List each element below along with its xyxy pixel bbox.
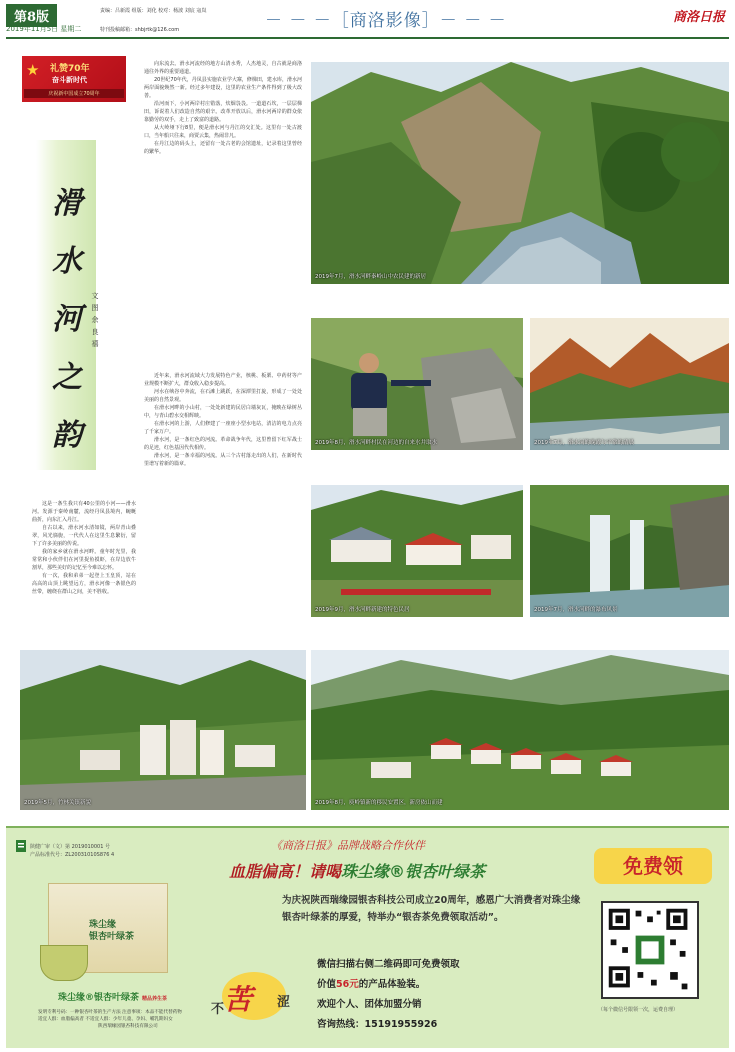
photo-new-village [311,485,523,617]
title-char: 之 [52,360,82,395]
photo-waterfall-image [530,485,729,617]
masthead-divider [6,37,729,39]
title-char: 河 [52,302,82,337]
paragraph: 向东流去。滑水河流经的地方山清水秀，人杰地灵，自古就是商洛通往外界的重要通道。 [144,61,302,75]
ad-licence [30,843,114,859]
ad-headline: 《商洛日报》品牌战略合作伙伴 [271,839,425,852]
advertisement [6,826,729,1048]
qr-code-image [603,903,697,997]
photo-resettlement-image [311,650,729,810]
paragraph: 我的家乡就在滑水河畔。童年时光里，我常常和小伙伴们在河里捉鱼摸虾，在岸边放牛割草，那些美好的记忆至今难以忘怀。 [32,549,136,571]
product-brand-tag: 精品养生茶 [142,996,168,1002]
photo-river-valley-image [311,62,729,284]
paragraph: 滑水河，是一条红色的河流。革命战争年代，这里曾留下红军战士的足迹，红色基因代代相传。 [144,437,302,451]
ad-pitch: 为庆祝陕西瑞缘园银杏科技公司成立20周年，感恩广大消费者对珠尘缘银杏叶绿茶的厚爱，特举办“银杏茶免费领取活动”。 [282,895,581,923]
issue-date: 2019年11月5日 星期二 [6,25,82,33]
qr-code[interactable] [601,901,699,999]
section-title: － － －［商洛影像］－ － － [265,11,507,31]
product-brand-name: 珠尘缘®银杏叶绿茶 [58,993,140,1003]
photo-caption: 2019年7月，滑水河畔的瀑布风景 [534,607,618,613]
newspaper-logo: 商洛日报 [672,10,725,25]
article-title [50,175,84,465]
article-body-upper [144,60,302,156]
title-char: 韵 [52,418,82,453]
offer-prefix: 价值 [317,979,337,990]
photo-mountain-dusk-image [530,318,729,450]
paragraph: 滑水河，是一条幸福的河流。从三个古村落走出的人们，在新时代里谱写着新的篇章。 [144,453,302,467]
photo-villager-water-image [311,318,523,450]
tea-cup-icon [40,945,88,981]
offer-suffix: 的产品体验装。 [358,979,426,990]
badge-line-1: 礼赞70年 [50,64,90,74]
photo-villager-water [311,318,523,450]
article-intro [32,500,136,596]
paragraph: 在丹江边的码头上，还留有一处古老的会馆遗址，记录着这里曾经的繁华。 [144,141,302,155]
masthead [0,0,735,38]
paragraph: 在滑水河畔的小山村，一处处新建的民居白墙灰瓦，掩映在绿树丛中，与青山碧水交相辉映。 [144,405,302,419]
slogan-prefix: 血脂偏高！请喝 [229,862,342,881]
contact-email: 特刊投稿邮箱：shbjrtk@126.com [100,27,180,33]
anniversary-badge [22,56,126,102]
offer-line: 微信扫描右侧二维码即可免费领取 [317,959,460,970]
paragraph: 有一次，我和弟弟一起登上玉皇顶，站在高高的山顶上眺望远方，滑水河像一条银色的丝带，缠绕在群山之间，美不胜收。 [32,573,136,595]
paragraph: 在滑水河的上游，人们修建了一座座小型水电站，清洁的电力点亮了千家万户。 [144,421,302,435]
photo-caption: 2019年8月，滑水河畔村民在河边的自来水井取水 [315,440,437,446]
licence-line: 产品标准代号：ZL20031010S876 4 [30,852,115,858]
byline: 文图 余良禧 [91,292,99,348]
paragraph: 河水在峡谷中奔流，在石滩上跳跃，在深潭里打旋，形成了一处处美丽的自然景观。 [144,389,302,403]
qr-note: （每个微信号限领一次，运费自理） [598,1007,679,1013]
product-brand [58,990,167,1003]
photo-town-left [20,650,306,810]
bitter-right-char: 涩 [277,995,291,1010]
photo-caption: 2019年8月，庾岭镇新的移民安置区，新房依山而建 [315,800,443,806]
photo-caption: 2019年5月，竹林关镇新貌 [24,800,91,806]
company-info [38,1009,182,1030]
paragraph: 20世纪70年代，丹凤县实施农业学大寨，修梯田，建水库，滑水河两岸面貌焕然一新。经过多年建设，这里的农业生产条件得到了极大改善。 [144,77,302,99]
article-body-lower [144,372,302,468]
bitter-char: 苦 [224,983,253,1016]
photo-new-village-image [311,485,523,617]
page-number: 第8版 [6,4,57,27]
photo-caption: 2019年9月，滑水河畔新建的特色民居 [315,607,410,613]
health-license-icon [16,840,26,852]
photo-waterfall [530,485,729,617]
photo-river-valley [311,62,729,284]
offer-hotline: 咨询热线：15191955926 [317,1019,438,1030]
ad-offer [317,955,460,1035]
bitter-left-char: 不 [211,1002,225,1017]
badge-line-3: 庆祝新中国成立70周年 [24,89,124,98]
paragraph: 近年来，滑水河流域大力发展特色产业，核桃、板栗、中药材等产业规模不断扩大，群众收入稳步提高。 [144,373,302,387]
photo-caption: 2019年7月，滑水河的晚霞与平常的清晨 [534,440,634,446]
paragraph: 自古以来，滑水河水清如镜，两岸青山叠翠，风光旖旎，一代代人在这里生息繁衍，留下了许多美丽的传说。 [32,525,136,547]
photo-town-left-image [20,650,306,810]
photo-mountain-dusk [530,318,729,450]
badge-line-2: 奋斗新时代 [52,76,87,84]
product-box-title: 珠尘缘 银杏叶绿茶 [89,920,135,942]
paragraph: 从大岭垭下行8里，便是滑水河与丹江的交汇处。这里有一处古渡口，当年船只往来，商贾云集，热闹非凡。 [144,125,302,139]
slogan-brand: 珠尘缘®银杏叶绿茶 [341,862,486,881]
paragraph: 沿河而下，小河两岸村庄错落，炊烟袅袅。一道道石坎，一层层梯田，诉说着人们改造自然的艰辛。改革开放以后，滑水河两岸的群众依靠勤劳的双手，走上了致富的道路。 [144,101,302,123]
offer-price: 56元 [336,979,359,990]
title-char: 水 [52,244,82,279]
title-char: 滑 [52,186,82,221]
ad-slogan [229,859,485,882]
company-line: 发明专利号码：一种银杏叶茶的生产方法 注意事项：本品不能代替药物 [38,1010,182,1015]
photo-resettlement [311,650,729,810]
free-badge: 免费领 [594,848,712,884]
paragraph: 这是一条生我只有40公里的小河——滑水河。发源于秦岭南麓，流经丹凤县境内，蜿蜒曲折，向东汇入丹江。 [32,501,136,523]
company-line: 陕西瑞缘园银杏科技有限公司 [98,1024,158,1029]
company-line: 适宜人群：血脂偏高者 不适宜人群：少年儿童、孕妇、哺乳期妇女 [38,1017,173,1022]
editors-line: 责编：吕新霞 组版：刘化 校对：杨波 刘宸 寇岚 [100,8,207,14]
offer-line: 欢迎个人、团体加盟分销 [317,999,422,1010]
photo-caption: 2019年7月，滑水河畔秦岭山中农民建的新居 [315,274,426,280]
flag-icon: ★ [26,61,40,79]
offer-line-value [317,975,460,995]
licence-line: 陕健广审（文）第 2019010001 号 [30,844,110,850]
